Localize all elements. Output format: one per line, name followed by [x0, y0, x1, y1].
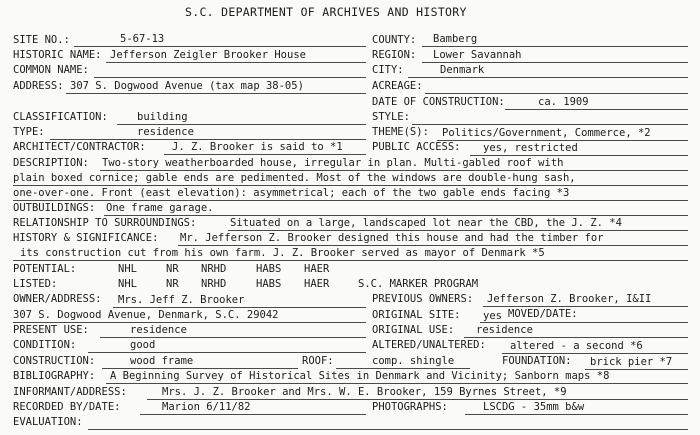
bibliography-value: A Beginning Survey of Historical Sites in Denmark and Vicinity; Sanborn maps *8: [110, 370, 610, 382]
architect-underline: [164, 154, 366, 155]
original-site-value: yes: [483, 310, 502, 322]
foundation-label: FOUNDATION:: [502, 355, 572, 367]
construction-value: wood frame: [130, 355, 194, 367]
region-value: Lower Savannah: [433, 49, 522, 61]
relationship-label: RELATIONSHIP TO SURROUNDINGS:: [13, 217, 197, 229]
description-label: DESCRIPTION:: [13, 157, 89, 169]
public-access-label: PUBLIC ACCESS:: [372, 141, 461, 153]
bibliography-underline: [106, 383, 688, 384]
description-line-2: plain boxed cornice; gable ends are pedimented. Most of the windows are double-hung sash,: [13, 172, 576, 184]
listed-label: LISTED:: [13, 278, 58, 290]
architect-label: ARCHITECT/CONTRACTOR:: [13, 141, 146, 153]
classification-underline: [117, 124, 366, 125]
architect-value: J. Z. Brooker is said to *1: [172, 141, 343, 153]
county-label: COUNTY:: [372, 34, 417, 46]
public-access-underline: [470, 155, 688, 156]
region-underline: [422, 62, 688, 63]
public-access-value: yes, restricted: [483, 142, 578, 154]
form-title: S.C. DEPARTMENT OF ARCHIVES AND HISTORY: [185, 5, 467, 19]
original-use-label: ORIGINAL USE:: [372, 324, 455, 336]
potential-nhl: NHL: [118, 263, 137, 275]
owner-label: OWNER/ADDRESS:: [13, 293, 102, 305]
original-site-underline: [480, 322, 688, 323]
listed-nr: NR: [166, 278, 179, 290]
date-construction-underline: [505, 109, 688, 110]
moved-date-label: MOVED/DATE:: [508, 308, 578, 320]
potential-label: POTENTIAL:: [13, 263, 77, 275]
site-no-underline: [74, 46, 366, 47]
history-underline-1: [178, 245, 688, 246]
potential-haer: HAER: [304, 263, 330, 275]
site-no-value: 5-67-13: [120, 33, 165, 45]
roof-underline: [336, 368, 470, 369]
acreage-underline: [425, 93, 688, 94]
outbuildings-underline: [104, 215, 688, 216]
description-underline-3: [13, 200, 688, 201]
recorded-underline: [140, 414, 366, 415]
altered-underline: [502, 353, 688, 354]
owner-address-underline: [13, 322, 366, 323]
bibliography-label: BIBLIOGRAPHY:: [13, 370, 96, 382]
site-no-label: SITE NO.:: [13, 34, 70, 46]
potential-nr: NR: [166, 263, 179, 275]
previous-owners-value: Jefferson Z. Brooker, I&II: [487, 293, 652, 305]
county-value: Bamberg: [433, 33, 478, 45]
type-label: TYPE:: [13, 126, 45, 138]
type-underline: [50, 139, 366, 140]
listed-nrhd: NRHD: [201, 278, 227, 290]
present-use-label: PRESENT USE:: [13, 324, 89, 336]
history-label: HISTORY & SIGNIFICANCE:: [13, 232, 159, 244]
recorded-label: RECORDED BY/DATE:: [13, 401, 121, 413]
city-label: CITY:: [372, 64, 404, 76]
common-name-underline: [94, 77, 366, 78]
informant-underline: [147, 399, 688, 400]
type-value: residence: [137, 126, 194, 138]
original-site-label: ORIGINAL SITE:: [372, 309, 461, 321]
city-value: Denmark: [440, 64, 485, 76]
description-underline-1: [100, 170, 688, 171]
date-construction-value: ca. 1909: [538, 96, 589, 108]
previous-owners-underline: [483, 306, 688, 307]
construction-label: CONSTRUCTION:: [13, 355, 96, 367]
previous-owners-label: PREVIOUS OWNERS:: [372, 293, 474, 305]
informant-label: INFORMANT/ADDRESS:: [13, 386, 127, 398]
owner-address: 307 S. Dogwood Avenue, Denmark, S.C. 29042: [13, 309, 279, 321]
outbuildings-label: OUTBUILDINGS:: [13, 202, 96, 214]
county-underline: [422, 46, 688, 47]
listed-haer: HAER: [304, 278, 330, 290]
region-label: REGION:: [372, 49, 417, 61]
condition-label: CONDITION:: [13, 339, 77, 351]
outbuildings-value: One frame garage.: [106, 202, 214, 214]
recorded-value: Marion 6/11/82: [162, 401, 251, 413]
relationship-underline: [228, 230, 688, 231]
foundation-value: brick pier *7: [590, 356, 673, 368]
listed-nhl: NHL: [118, 278, 137, 290]
present-use-underline: [100, 337, 366, 338]
city-underline: [408, 77, 688, 78]
condition-value: good: [130, 339, 156, 351]
evaluation-label: EVALUATION:: [13, 416, 83, 428]
construction-underline: [102, 368, 298, 369]
present-use-value: residence: [130, 324, 187, 336]
classification-label: CLASSIFICATION:: [13, 111, 108, 123]
roof-value: comp. shingle: [372, 355, 455, 367]
description-line-3: one-over-one. Front (east elevation): asymmetrical; each of the two gable ends facing *3: [13, 187, 570, 199]
themes-value: Politics/Government, Commerce, *2: [442, 127, 651, 139]
historic-name-underline: [106, 62, 366, 63]
address-underline: [66, 93, 366, 94]
acreage-label: ACREAGE:: [372, 80, 423, 92]
style-label: STYLE:: [372, 111, 410, 123]
potential-nrhd: NRHD: [201, 263, 227, 275]
photographs-label: PHOTOGRAPHS:: [372, 401, 448, 413]
altered-value: altered - a second *6: [510, 340, 643, 352]
informant-value: Mrs. J. Z. Brooker and Mrs. W. E. Brooker, 159 Byrnes Street, *9: [162, 386, 567, 398]
photographs-underline: [465, 414, 688, 415]
address-label: ADDRESS:: [13, 80, 64, 92]
classification-value: building: [137, 111, 188, 123]
listed-habs: HABS: [256, 278, 282, 290]
common-name-label: COMMON NAME:: [13, 64, 89, 76]
historic-name-label: HISTORIC NAME:: [13, 49, 102, 61]
marker-program-label: S.C. MARKER PROGRAM: [358, 278, 479, 290]
altered-label: ALTERED/UNALTERED:: [372, 339, 486, 351]
history-underline-2: [13, 260, 688, 261]
potential-habs: HABS: [256, 263, 282, 275]
history-line-1: Mr. Jefferson Z. Brooker designed this house and had the timber for: [180, 232, 604, 244]
address-value: 307 S. Dogwood Avenue (tax map 38-05): [70, 80, 304, 92]
historic-name-value: Jefferson Zeigler Brooker House: [110, 49, 306, 61]
evaluation-underline: [88, 429, 688, 430]
description-line-1: Two-story weatherboarded house, irregular in plan. Multi-gabled roof with: [102, 157, 564, 169]
roof-label: ROOF:: [302, 355, 334, 367]
photographs-value: LSCDG - 35mm b&w: [483, 401, 585, 413]
owner-value: Mrs. Jeff Z. Brooker: [118, 294, 245, 306]
original-use-value: residence: [476, 324, 533, 336]
style-underline: [412, 124, 688, 125]
original-use-underline: [464, 337, 688, 338]
themes-label: THEME(S):: [372, 126, 429, 138]
history-line-2: its construction cut from his own farm. J. Z. Brooker served as mayor of Denmark *5: [20, 247, 545, 259]
relationship-value: Situated on a large, landscaped lot near the CBD, the J. Z. *4: [230, 217, 622, 229]
date-construction-label: DATE OF CONSTRUCTION:: [372, 96, 505, 108]
owner-underline: [113, 307, 366, 308]
themes-underline: [437, 140, 688, 141]
description-underline-2: [13, 185, 688, 186]
condition-underline: [88, 352, 366, 353]
